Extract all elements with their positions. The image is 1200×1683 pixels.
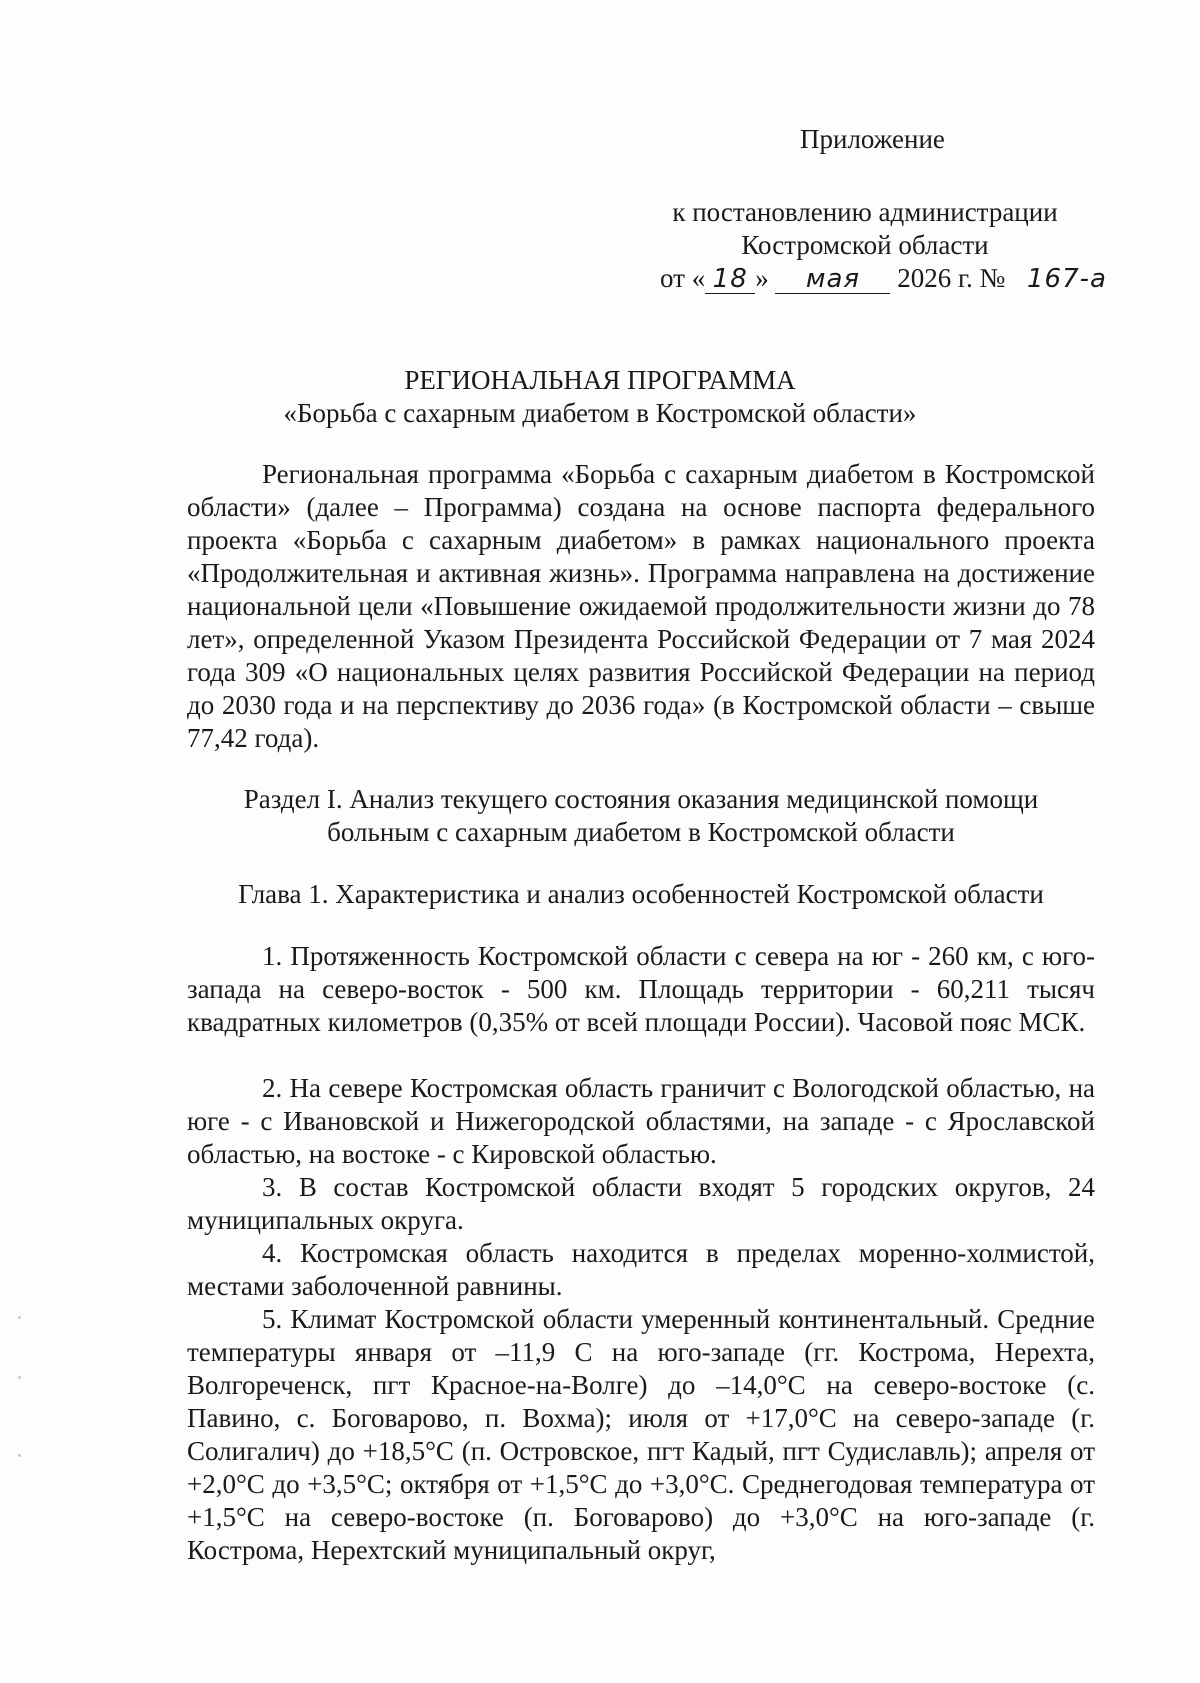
list-item-4: 4. Костромская область находится в пределах моренно-холмистой, местами заболоченной равнины. (187, 1238, 1095, 1301)
section-heading (187, 783, 1095, 849)
chapter-heading: Глава 1. Характеристика и анализ особенностей Костромской области (238, 879, 1044, 909)
year-and-number-label: 2026 г. № (897, 263, 1006, 293)
scan-mark (18, 1454, 21, 1457)
resolution-date-line (660, 262, 1122, 295)
list-item-5: 5. Климат Костромской области умеренный континентальный. Средние температуры января от –11,9 С на юго-западе (гг. Кострома, Нерехта, Волгореченск, пгт Красное-на-Волге) до –14,0°С на северо-востоке (с. Павино, с. Боговарово, п. Вохма); июля от +17,0°С на северо-западе (г. Солигалич) до +18,5°С (п. Островское, пгт Кадый, пгт Судиславль); апреля от +2,0°С до +3,5°С; октября от +1,5°С до +3,0°С. Среднегодовая температура от +1,5°С на северо-востоке (п. Боговарово) до +3,0°С на юго-западе (г. Кострома, Нерехтский муниципальный округ, (187, 1304, 1095, 1565)
scan-mark (18, 1376, 21, 1379)
handwritten-day: 18 (705, 265, 755, 294)
handwritten-month: мая (775, 265, 890, 294)
date-prefix: от « (660, 263, 706, 293)
resolution-line-2: Костромской области (741, 230, 989, 260)
list-item-2: 2. На севере Костромская область граничит с Вологодской областью, на юге - с Ивановской и Нижегородской областями, на западе - с Ярославской областью, на востоке - с Кировской областью. (187, 1073, 1095, 1169)
scan-mark (18, 1316, 21, 1319)
list-item-3: 3. В состав Костромской области входят 5 городских округов, 24 муниципальных округа. (187, 1172, 1095, 1235)
section-heading-line-2: больным с сахарным диабетом в Костромской области (327, 817, 955, 847)
program-subtitle: «Борьба с сахарным диабетом в Костромской области» (283, 398, 917, 428)
section-heading-line-1: Раздел I. Анализ текущего состояния оказания медицинской помощи (243, 784, 1039, 814)
list-item-1: 1. Протяженность Костромской области с севера на юг - 260 км, с юго-запада на северо-восток - 500 км. Площадь территории - 60,211 тысяч квадратных километров (0,35% от всей площади России). Часовой пояс МСК. (187, 941, 1095, 1037)
resolution-line-1: к постановлению администрации (672, 197, 1058, 227)
resolution-header (630, 196, 1100, 262)
appendix-label: Приложение (800, 124, 945, 154)
handwritten-number: 167-а (1027, 264, 1107, 294)
date-mid: » (755, 263, 769, 293)
program-title: РЕГИОНАЛЬНАЯ ПРОГРАММА (404, 365, 796, 395)
intro-paragraph: Региональная программа «Борьба с сахарным диабетом в Костромской области» (далее – Программа) создана на основе паспорта федерального проекта «Борьба с сахарным диабетом» в рамках национального проекта «Продолжительная и активная жизнь». Программа направлена на достижение национальной цели «Повышение ожидаемой продолжительности жизни до 78 лет», определенной Указом Президента Российской Федерации от 7 мая 2024 года 309 «О национальных целях развития Российской Федерации на период до 2030 года и на перспективу до 2036 года» (в Костромской области – свыше 77,42 года). (187, 459, 1095, 753)
